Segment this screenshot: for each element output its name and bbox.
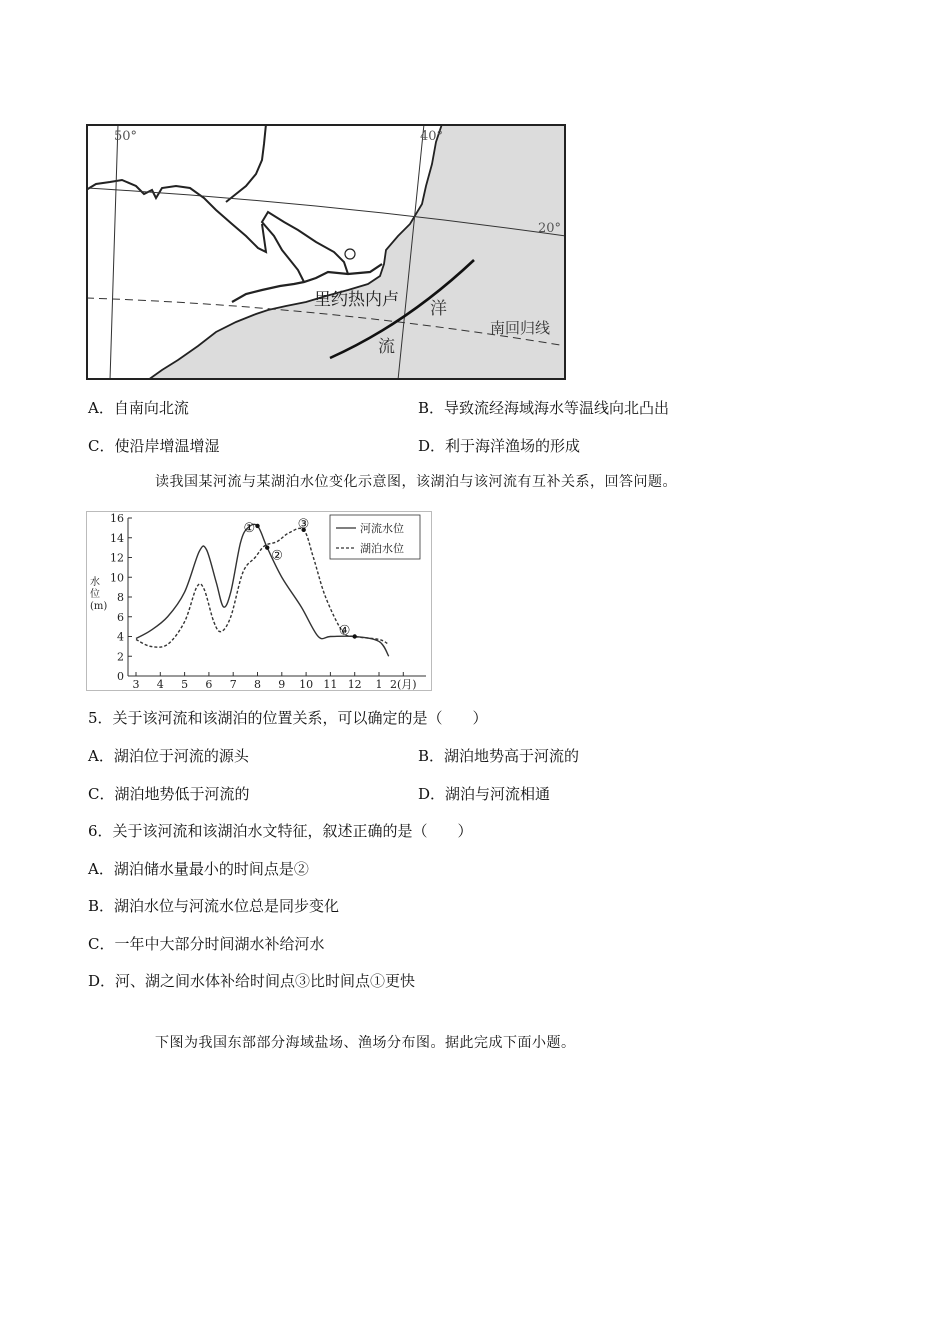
marker-label: ③: [297, 516, 310, 532]
q5-option-a: A．湖泊位于河流的源头: [88, 747, 249, 765]
city-marker: [345, 249, 355, 259]
q6-option-c: C．一年中大部分时间湖水补给河水: [88, 935, 325, 953]
tropic-label: 南回归线: [490, 319, 551, 337]
q6-option-b: B．湖泊水位与河流水位总是同步变化: [88, 897, 340, 915]
y-tick-label: 8: [117, 591, 124, 604]
y-tick-label: 10: [110, 571, 124, 585]
legend-label-river: 河流水位: [360, 522, 404, 535]
map-figure: [86, 124, 566, 380]
lon-label-40: 40°: [420, 129, 444, 144]
water-level-chart: [86, 511, 432, 691]
marker-label: ④: [338, 623, 351, 639]
marker-label: ①: [243, 520, 256, 536]
y-tick-label: 2: [117, 650, 124, 664]
intro-paragraph-2: 读我国某河流与某湖泊水位变化示意图，该湖泊与该河流有互补关系，回答问题。: [155, 474, 677, 490]
chart-ylabel: 水位(m): [90, 577, 108, 612]
meridian-50: [110, 124, 118, 380]
lat-label-20: 20°: [538, 221, 562, 236]
marker-point: [265, 545, 269, 549]
q4-option-b: B．导致流经海域海水等温线向北凸出: [418, 399, 670, 417]
q6-stem: 6．关于该河流和该湖泊水文特征，叙述正确的是（ ）: [88, 822, 473, 840]
q5-option-b: B．湖泊地势高于河流的: [418, 747, 580, 765]
marker-label: ②: [271, 548, 283, 564]
city-label: 里约热内卢: [314, 290, 399, 310]
q6-option-a: A．湖泊储水量最小的时间点是②: [88, 860, 309, 878]
lon-label-50: 50°: [114, 129, 138, 144]
current-label-1: 洋: [430, 299, 447, 319]
q6-option-d: D．河、湖之间水体补给时间点③比时间点①更快: [88, 972, 416, 990]
intro-paragraph-3: 下图为我国东部部分海域盐场、渔场分布图。据此完成下面小题。: [155, 1035, 576, 1051]
q5-option-c: C．湖泊地势低于河流的: [88, 785, 250, 803]
x-tick-label: 3: [132, 678, 140, 691]
x-tick-label: 1: [375, 678, 383, 691]
q5-stem: 5．关于该河流和该湖泊的位置关系，可以确定的是（ ）: [88, 709, 488, 727]
y-tick-label: 12: [110, 551, 124, 565]
x-tick-label: 12: [347, 678, 362, 691]
x-tick-label: 6: [205, 678, 213, 691]
y-tick-label: 14: [110, 531, 124, 545]
x-tick-label: 5: [181, 678, 189, 691]
ocean-area: [148, 124, 566, 380]
x-tick-label: 4: [156, 678, 164, 691]
y-tick-label: 0: [117, 670, 124, 683]
x-tick-label: 11: [323, 678, 338, 691]
y-tick-label: 16: [110, 512, 124, 525]
current-label-2: 流: [378, 337, 395, 357]
river-tributary: [262, 212, 348, 282]
q5-option-d: D．湖泊与河流相通: [418, 785, 551, 803]
y-tick-label: 6: [117, 610, 124, 624]
x-tick-label: 7: [229, 678, 237, 691]
q4-option-d: D．利于海洋渔场的形成: [418, 437, 581, 455]
x-tick-label: 2(月): [390, 678, 417, 691]
river-upper: [226, 124, 266, 202]
marker-point: [255, 524, 259, 528]
q4-option-c: C．使沿岸增温增湿: [88, 437, 220, 455]
marker-point: [353, 634, 357, 638]
x-tick-label: 9: [278, 678, 286, 691]
y-tick-label: 4: [117, 630, 124, 644]
x-tick-label: 8: [254, 678, 261, 691]
q4-option-a: A．自南向北流: [88, 399, 189, 417]
x-tick-label: 10: [299, 678, 314, 691]
legend-label-lake: 湖泊水位: [360, 542, 404, 555]
